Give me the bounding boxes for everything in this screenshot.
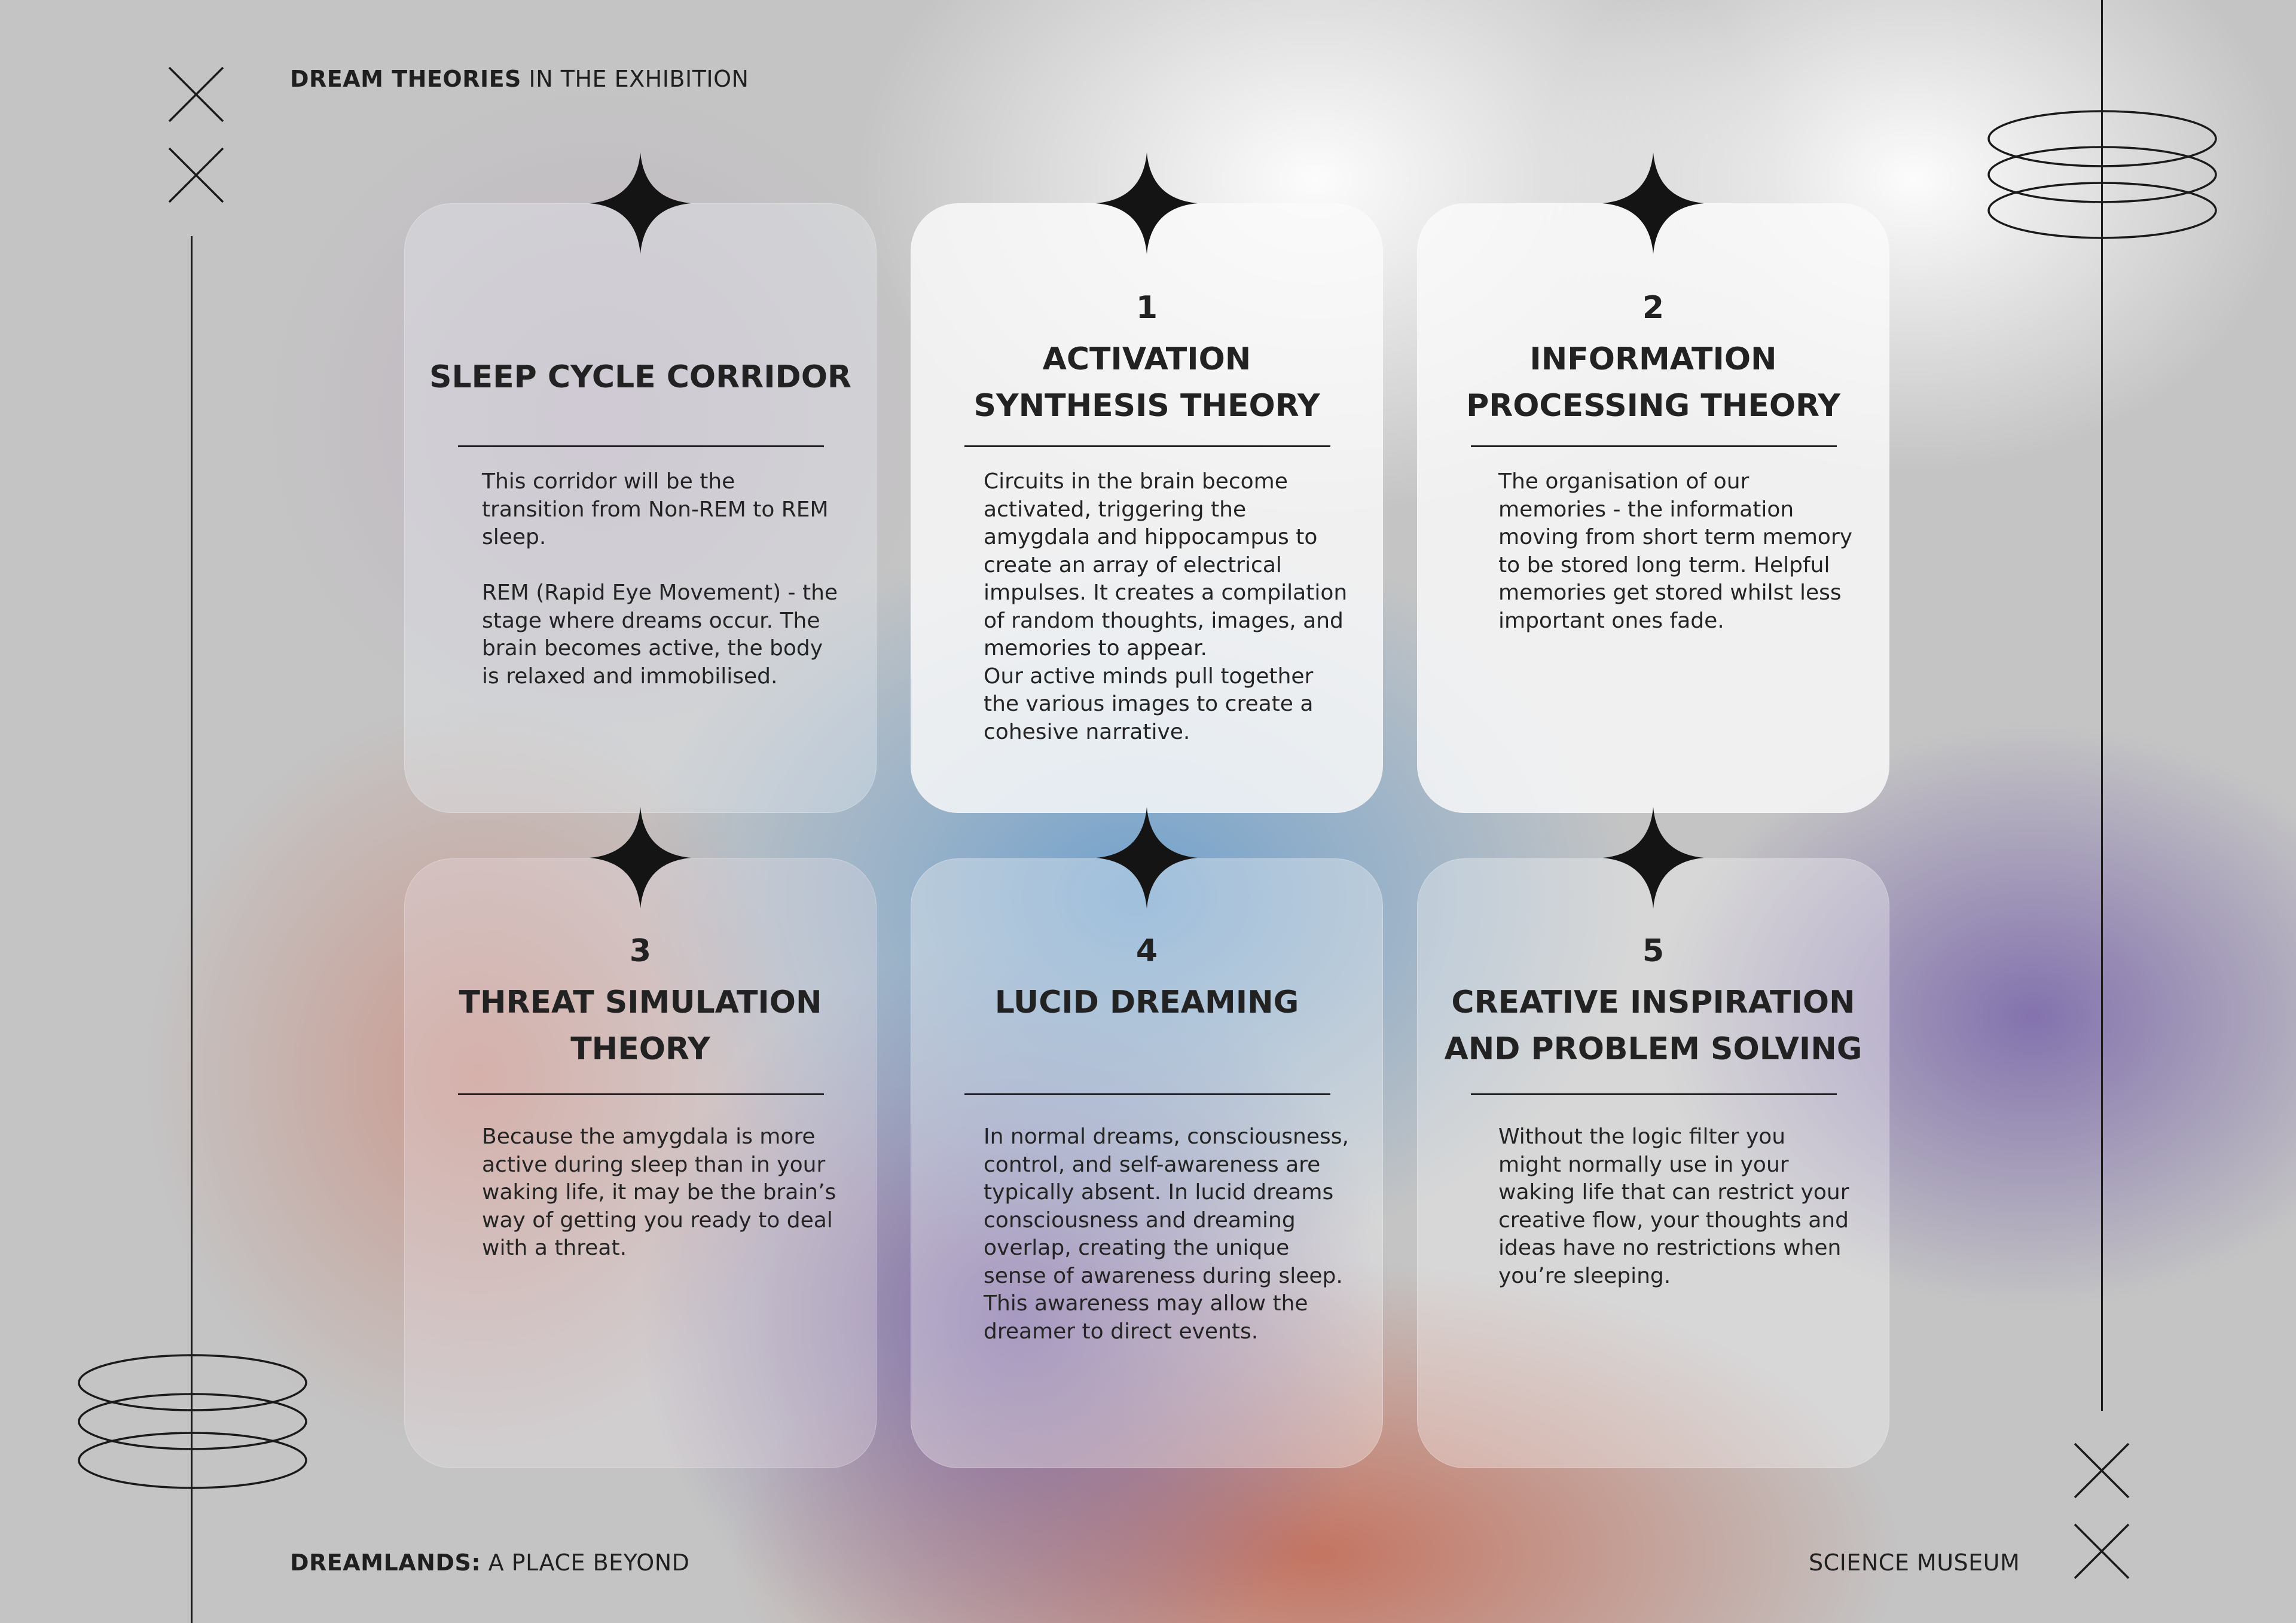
card-title: CREATIVE INSPIRATION AND PROBLEM SOLVING [1444,985,1863,1067]
card-threat-simulation [404,858,877,1468]
sparkle-star-icon [1096,152,1198,254]
card-number: 3 [629,933,652,969]
card-title: LUCID DREAMING [994,985,1299,1020]
card-body: Circuits in the brain become activated, triggering the amygdala and hippocampus to create an array of electrical impulses. It creates a compilation of random thoughts, images, and memories to appear. Our active minds pull together the various images to create a cohesive narrative. [984,469,1348,744]
card-divider [458,445,824,447]
card-body: In normal dreams, consciousness, control, and self-awareness are typically absent. In lucid dreams consciousness and dreaming overlap, creating the unique sense of awareness during sleep. This awareness may allow the dreamer to direct events. [984,1124,1349,1344]
card-body: Because the amygdala is more active during sleep than in your waking life, it may be the brain’s way of getting you ready to deal with a threat. [482,1124,836,1260]
sparkle-star-icon [1602,152,1704,254]
header-title-bold: DREAM THEORIES [290,66,521,92]
card-number: 4 [1135,933,1158,969]
footer-exhibition-name [290,1549,689,1576]
rings-icon [1983,102,2222,245]
card-activation-synthesis [911,203,1383,813]
card-sleep-cycle-corridor [404,203,877,813]
x-mark-icon [2072,1441,2132,1500]
card-title: THREAT SIMULATION THEORY [459,985,822,1067]
card-divider [1471,445,1837,447]
card-body: Without the logic filter you might normally use in your waking life that can restrict your creative flow, your thoughts and ideas have no restrictions when you’re sleeping. [1498,1124,1849,1288]
rings-icon [73,1350,312,1493]
card-information-processing [1417,203,1889,813]
header-title [290,66,749,92]
card-body: This corridor will be the transition from Non-REM to REM sleep. REM (Rapid Eye Movement) - the stage where dreams occur. The brain becomes active, the body is relaxed and immobilised. [482,469,838,689]
card-title: INFORMATION PROCESSING THEORY [1466,341,1840,424]
sparkle-star-icon [1602,807,1704,909]
card-lucid-dreaming [911,858,1383,1468]
card-divider [964,445,1330,447]
footer-exhibition-rest: A PLACE BEYOND [481,1549,690,1576]
x-mark-icon [166,65,226,124]
card-divider [458,1093,824,1095]
card-number: 5 [1642,933,1665,969]
card-number: 1 [1135,290,1158,326]
x-mark-icon [2072,1521,2132,1581]
x-mark-icon [166,145,226,205]
card-number: 2 [1642,290,1665,326]
header-title-rest: IN THE EXHIBITION [521,66,749,92]
card-divider [1471,1093,1837,1095]
footer-museum-name: SCIENCE MUSEUM [1809,1549,2020,1576]
card-body: The organisation of our memories - the information moving from short term memory to be stored long term. Helpful memories get stored whilst less important ones fade. [1498,469,1853,633]
card-creative-inspiration [1417,858,1889,1468]
card-divider [964,1093,1330,1095]
footer-exhibition-bold: DREAMLANDS: [290,1549,481,1576]
sparkle-star-icon [1096,807,1198,909]
card-title: SLEEP CYCLE CORRIDOR [429,359,851,395]
sparkle-star-icon [590,152,691,254]
sparkle-star-icon [590,807,691,909]
card-title: ACTIVATION SYNTHESIS THEORY [973,341,1320,424]
